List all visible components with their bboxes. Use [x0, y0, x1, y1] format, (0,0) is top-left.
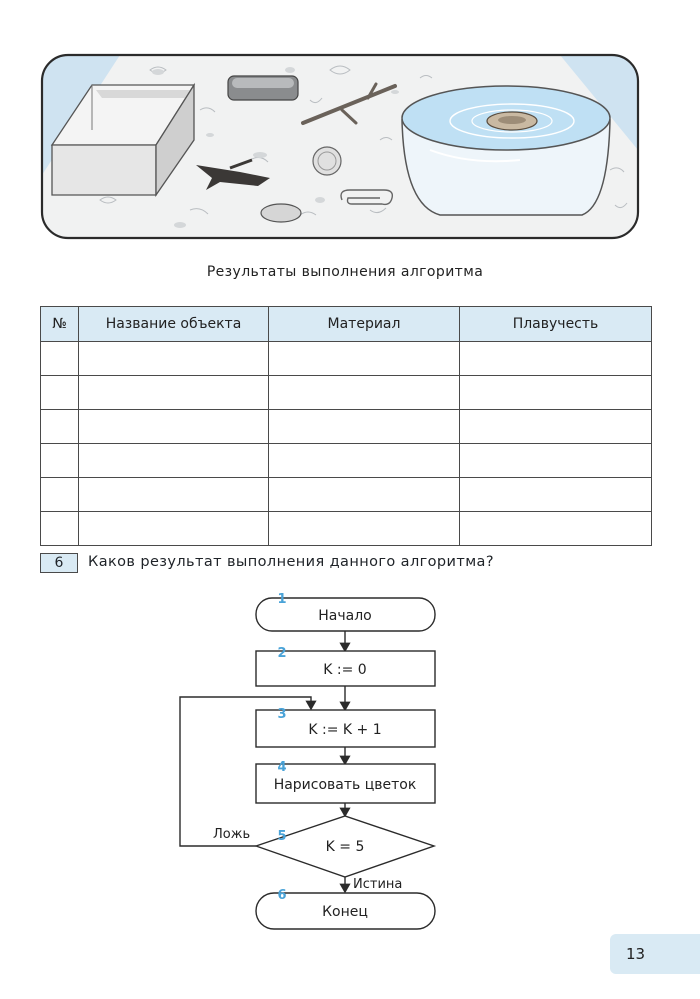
table-row [41, 512, 652, 546]
table-cell[interactable] [460, 478, 652, 512]
table-cell[interactable] [79, 410, 269, 444]
flow-block-text: K = 5 [325, 839, 365, 855]
table-cell[interactable] [79, 444, 269, 478]
column-header-material: Материал [269, 307, 460, 342]
water-bowl-icon [402, 86, 610, 215]
table-cell[interactable] [79, 512, 269, 546]
table-cell[interactable] [269, 512, 460, 546]
table-cell[interactable] [41, 410, 79, 444]
flow-block-text: Начало [318, 608, 372, 624]
table-row [41, 478, 652, 512]
table-cell[interactable] [460, 410, 652, 444]
task-question: Каков результат выполнения данного алгоритма? [88, 554, 494, 570]
flow-block-end [256, 888, 435, 929]
table-title: Результаты выполнения алгоритма [206, 264, 484, 280]
flow-block-increment [256, 707, 435, 747]
table-cell[interactable] [460, 376, 652, 410]
flow-block-start [256, 592, 435, 631]
column-header-number: № [41, 307, 79, 342]
table-row [41, 376, 652, 410]
table-cell[interactable] [41, 376, 79, 410]
table-cell[interactable] [460, 512, 652, 546]
table-row [41, 444, 652, 478]
table-cell[interactable] [41, 444, 79, 478]
flow-block-number: 1 [277, 592, 287, 607]
task-number-badge: 6 [40, 553, 78, 573]
column-header-object-name: Название объекта [79, 307, 269, 342]
flowchart [0, 585, 700, 935]
table-cell[interactable] [269, 478, 460, 512]
flow-block-text: Нарисовать цветок [273, 777, 417, 793]
eraser-icon [228, 76, 298, 100]
flow-block-text: K := K + 1 [308, 722, 382, 738]
page-number: 13 [626, 945, 646, 963]
flow-block-action [256, 760, 435, 803]
table-cell[interactable] [41, 342, 79, 376]
flow-block-number: 3 [277, 707, 287, 722]
flow-block-text: K := 0 [323, 662, 367, 678]
stone-icon [261, 204, 301, 222]
table-cell[interactable] [269, 410, 460, 444]
table-cell[interactable] [460, 342, 652, 376]
table-row [41, 342, 652, 376]
flow-block-number: 2 [277, 646, 287, 661]
table-cell[interactable] [269, 444, 460, 478]
false-branch-label: Ложь [213, 827, 251, 842]
flow-block-text: Конец [322, 904, 368, 920]
table-cell[interactable] [79, 478, 269, 512]
table-cell[interactable] [41, 478, 79, 512]
flow-block-number: 5 [277, 829, 287, 844]
results-table [40, 306, 652, 546]
page-number-tab [610, 934, 700, 974]
coin-icon [313, 147, 341, 175]
true-branch-label: Истина [353, 877, 403, 892]
table-cell[interactable] [41, 512, 79, 546]
flow-block-number: 6 [277, 888, 287, 903]
table-cell[interactable] [79, 376, 269, 410]
table-cell[interactable] [269, 376, 460, 410]
table-cell[interactable] [269, 342, 460, 376]
flow-block-number: 4 [277, 760, 287, 775]
flow-block-init [256, 646, 435, 686]
table-row [41, 410, 652, 444]
column-header-buoyancy: Плавучесть [460, 307, 652, 342]
objects-illustration [0, 0, 700, 250]
table-cell[interactable] [460, 444, 652, 478]
table-cell[interactable] [79, 342, 269, 376]
flow-block-decision [256, 816, 434, 877]
